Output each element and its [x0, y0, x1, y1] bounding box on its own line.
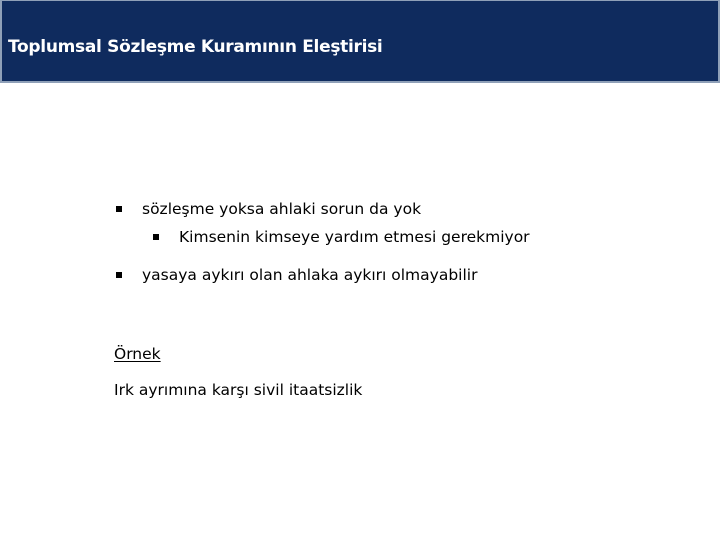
example-text: Irk ayrımına karşı sivil itaatsizlik [114, 381, 363, 399]
square-bullet-icon [116, 206, 122, 212]
sub-bullet-text: Kimsenin kimseye yardım etmesi gerekmiyor [179, 228, 530, 246]
bullet-text: sözleşme yoksa ahlaki sorun da yok [142, 200, 422, 218]
slide-title: Toplumsal Sözleşme Kuramının Eleştirisi [8, 37, 383, 57]
bullet-item [116, 266, 477, 284]
bullet-item [116, 200, 421, 218]
sub-bullet-item [153, 228, 530, 246]
square-bullet-icon [116, 272, 122, 278]
square-bullet-icon [153, 234, 159, 240]
example-label: Örnek [114, 345, 161, 363]
bullet-text: yasaya aykırı olan ahlaka aykırı olmayabilir [142, 266, 478, 284]
title-bar [0, 0, 720, 83]
